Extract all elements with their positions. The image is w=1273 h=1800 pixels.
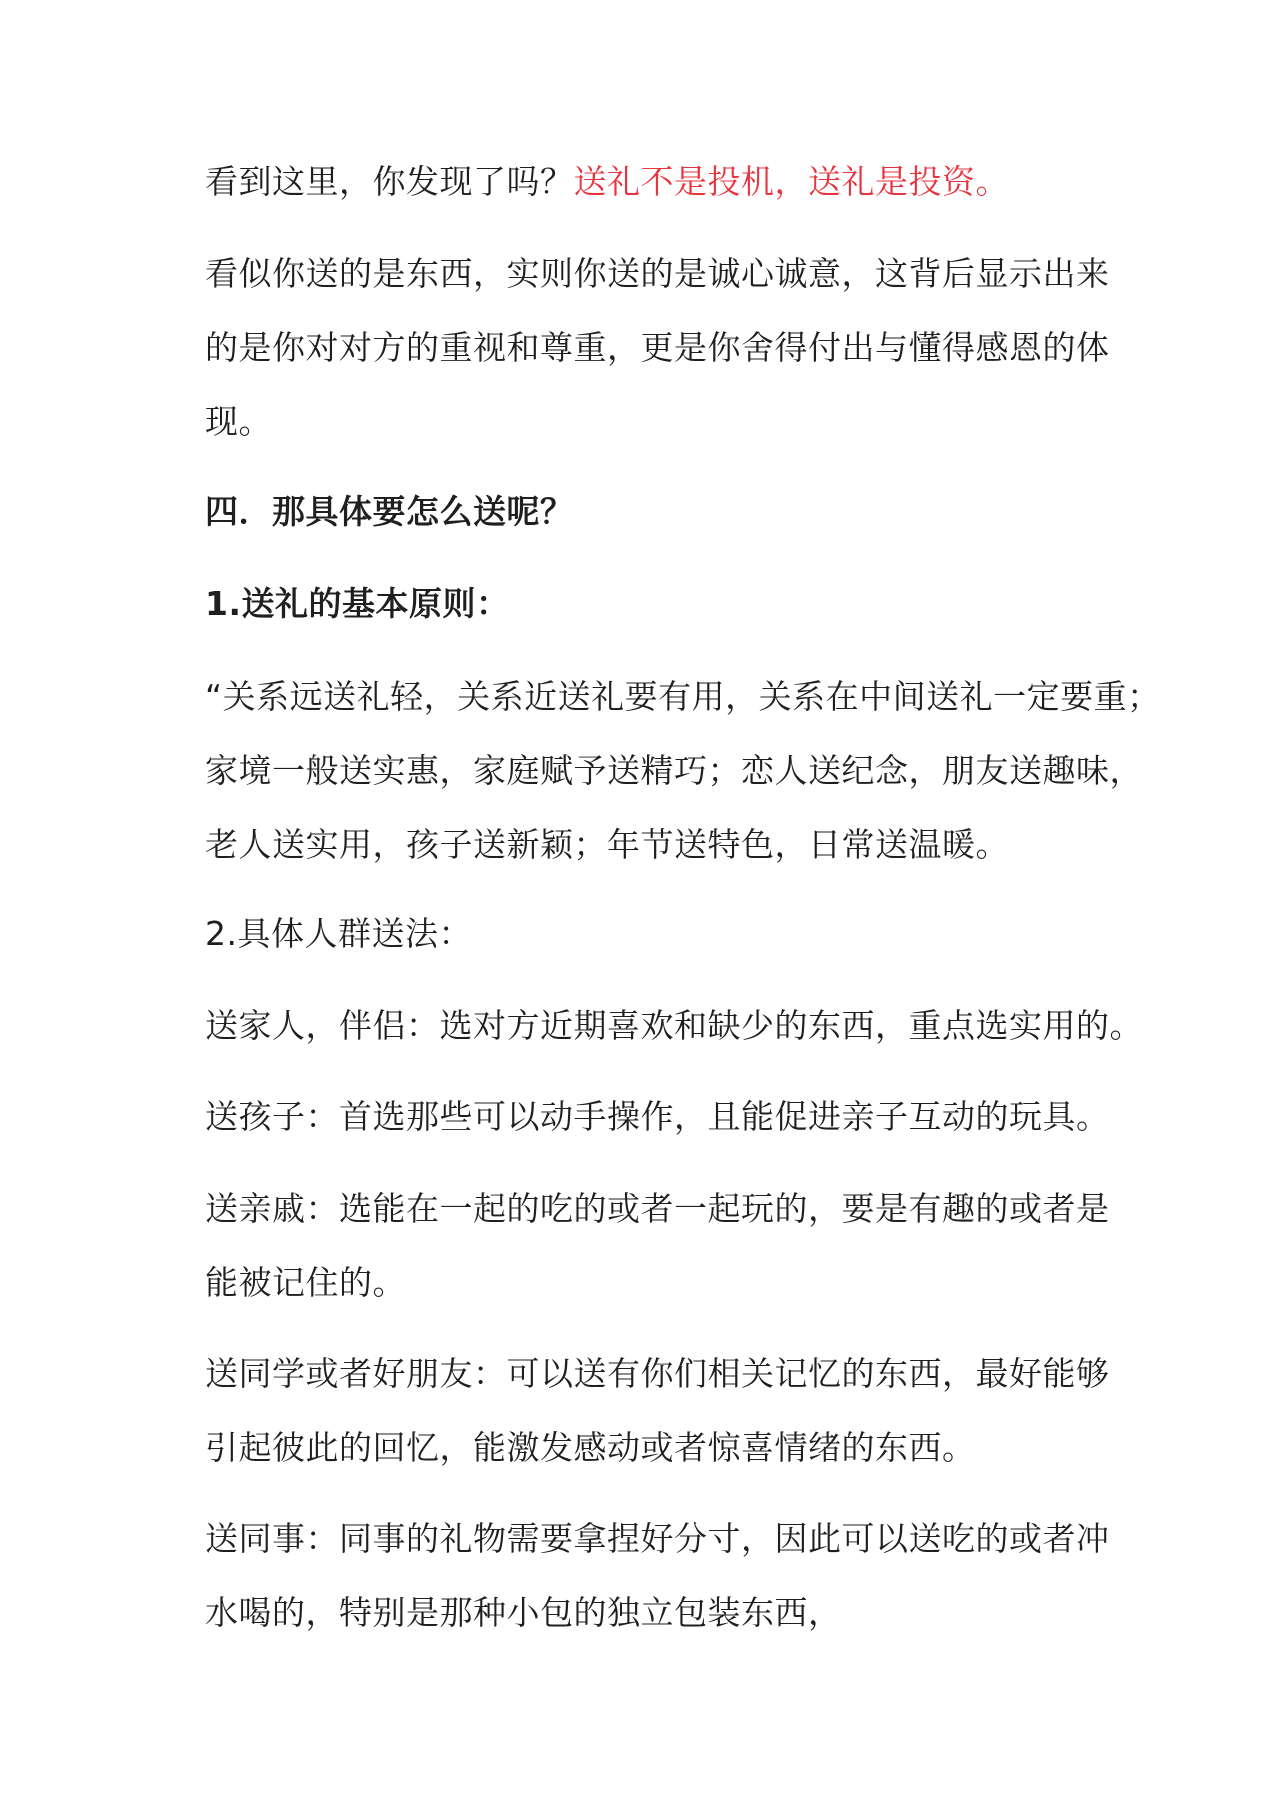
item-relatives-line-2: 能被记住的。 [205,1263,406,1302]
item-children: 送孩子：首选那些可以动手操作，且能促进亲子互动的玩具。 [205,1097,1110,1136]
item-colleagues-line-2: 水喝的，特别是那种小包的独立包装东西， [205,1593,842,1632]
principles-line-1: “关系远送礼轻，关系近送礼要有用，关系在中间送礼一定要重； [205,677,1161,716]
subheading-basic-principles: 1.送礼的基本原则： [205,584,510,623]
paragraph-explanation-line-2: 的是你对对方的重视和尊重，更是你舍得付出与懂得感恩的体 [205,328,1110,367]
highlighted-conclusion: 送礼不是投机，送礼是投资。 [573,162,1009,201]
item-colleagues-line-1: 送同事：同事的礼物需要拿捏好分寸，因此可以送吃的或者冲 [205,1519,1110,1558]
subheading-specific-groups: 2.具体人群送法： [205,914,472,953]
conclusion-text: 看到这里，你发现了吗？ [205,162,574,201]
principles-line-2: 家境一般送实惠，家庭赋予送精巧；恋人送纪念，朋友送趣味， [205,751,1143,790]
principles-line-3: 老人送实用，孩子送新颖；年节送特色，日常送温暖。 [205,825,1009,864]
item-relatives-line-1: 送亲戚：选能在一起的吃的或者一起玩的，要是有趣的或者是 [205,1189,1110,1228]
paragraph-conclusion [205,160,1009,204]
item-friends-line-1: 送同学或者好朋友：可以送有你们相关记忆的东西，最好能够 [205,1354,1110,1393]
section-heading-4: 四．那具体要怎么送呢？ [205,492,574,531]
item-family: 送家人，伴侣：选对方近期喜欢和缺少的东西，重点选实用的。 [205,1006,1143,1045]
paragraph-explanation-line-1: 看似你送的是东西，实则你送的是诚心诚意，这背后显示出来 [205,254,1110,293]
item-friends-line-2: 引起彼此的回忆，能激发感动或者惊喜情绪的东西。 [205,1428,976,1467]
paragraph-explanation-line-3: 现。 [205,402,272,441]
